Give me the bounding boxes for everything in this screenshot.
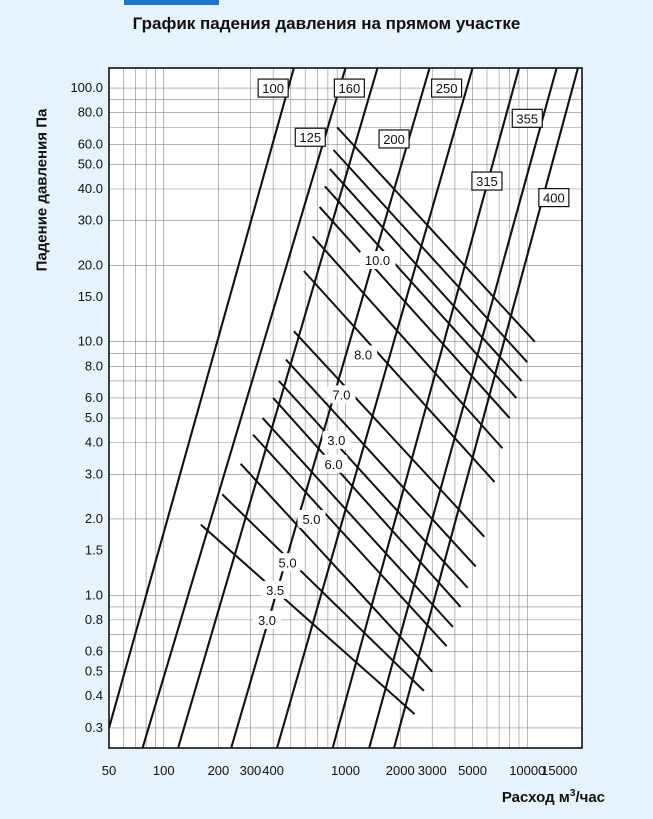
size-label-250: 250 — [435, 81, 458, 97]
x-tick-label: 15000 — [541, 763, 578, 778]
velocity-label: 3.0 — [327, 432, 346, 448]
y-tick-label: 0.5 — [84, 663, 103, 679]
chart-title: График падения давления на прямом участке — [132, 14, 521, 33]
velocity-label: 8.0 — [354, 347, 373, 363]
velocity-label: 5.0 — [302, 511, 321, 527]
x-tick-label: 5000 — [458, 763, 488, 778]
x-tick-label: 200 — [207, 763, 230, 778]
y-tick-label: 60.0 — [77, 136, 103, 152]
y-tick-label: 3.0 — [84, 466, 103, 482]
size-label-160: 160 — [338, 81, 361, 97]
x-tick-label: 2000 — [385, 763, 415, 778]
y-tick-label: 0.8 — [84, 611, 103, 627]
size-label-100: 100 — [262, 81, 285, 97]
y-axis-label: Падение давления Па — [33, 108, 51, 272]
size-label-200: 200 — [383, 131, 405, 147]
y-tick-label: 20.0 — [77, 257, 103, 273]
x-tick-labels — [102, 763, 578, 778]
size-label-125: 125 — [299, 130, 322, 146]
y-tick-label: 6.0 — [84, 389, 103, 405]
size-label-315: 315 — [476, 174, 498, 190]
velocity-label: 6.0 — [324, 456, 343, 472]
y-tick-label: 50.0 — [77, 156, 103, 172]
x-tick-label: 400 — [262, 763, 285, 778]
velocity-label: 5.0 — [278, 555, 297, 571]
y-tick-label: 100.0 — [70, 80, 103, 96]
velocity-label: 3.5 — [266, 582, 285, 598]
size-label-355: 355 — [516, 111, 539, 127]
x-tick-label: 10000 — [509, 763, 546, 778]
y-tick-label: 5.0 — [84, 410, 103, 426]
y-tick-label: 10.0 — [77, 333, 103, 349]
y-tick-label: 80.0 — [77, 104, 103, 120]
velocity-label: 7.0 — [332, 387, 351, 403]
y-tick-label: 1.5 — [84, 542, 103, 558]
x-tick-label: 300 — [239, 763, 262, 778]
y-tick-label: 4.0 — [84, 434, 103, 450]
x-tick-label: 100 — [152, 763, 175, 778]
y-tick-labels — [70, 80, 103, 735]
x-tick-label: 1000 — [331, 763, 360, 778]
y-tick-label: 0.4 — [84, 688, 103, 704]
y-tick-label: 15.0 — [77, 289, 103, 305]
velocity-label: 3.0 — [257, 612, 277, 628]
y-tick-label: 1.0 — [84, 587, 103, 603]
y-tick-label: 30.0 — [77, 212, 103, 228]
size-label-400: 400 — [542, 190, 565, 206]
y-tick-label: 0.6 — [84, 643, 103, 659]
x-tick-label: 50 — [101, 763, 117, 778]
x-axis-label-main: Расход м — [501, 789, 570, 806]
y-tick-label: 2.0 — [84, 510, 103, 526]
y-tick-label: 40.0 — [77, 181, 103, 197]
y-tick-label: 0.3 — [84, 719, 103, 735]
y-tick-label: 8.0 — [84, 358, 103, 374]
x-tick-label: 3000 — [417, 763, 447, 778]
x-axis-label-tail: /час — [575, 789, 605, 806]
x-axis-label-superscript: 3 — [569, 788, 576, 799]
velocity-label: 10.0 — [364, 252, 391, 268]
